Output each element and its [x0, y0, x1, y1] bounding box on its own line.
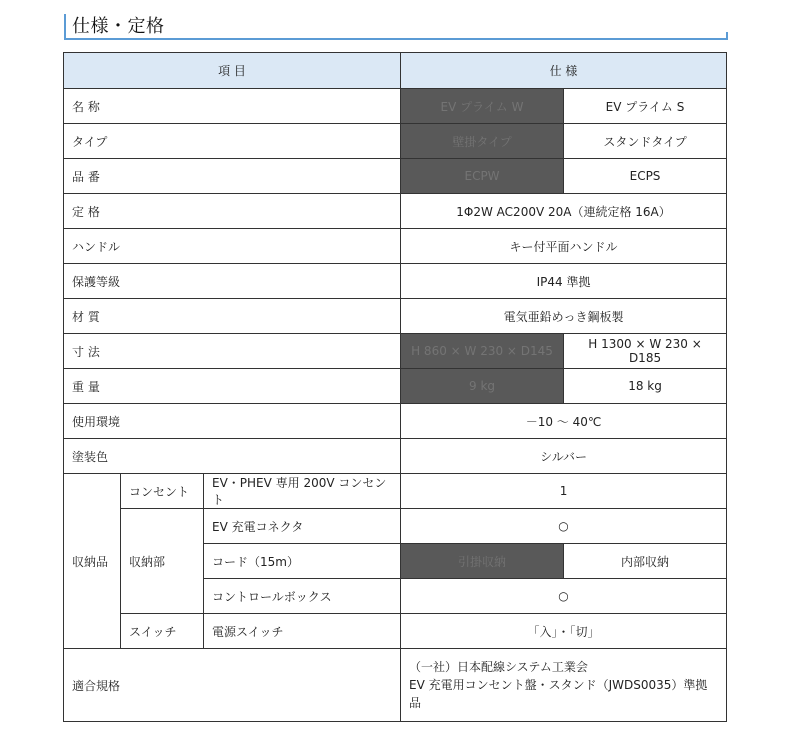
table-row [64, 649, 727, 722]
section-title [64, 14, 726, 40]
row-label-dimensions: 寸 法 [64, 334, 401, 369]
group-switch: スイッチ [121, 614, 204, 649]
name-s: EV プライム S [564, 89, 727, 124]
row-label-storage: 収納品 [64, 474, 121, 649]
title-underline-endmark [726, 32, 728, 40]
row-label-weight: 重 量 [64, 369, 401, 404]
table-row [64, 404, 727, 439]
table-row [64, 439, 727, 474]
switch-item: 電源スイッチ [204, 614, 401, 649]
name-w: EV プライム W [401, 89, 564, 124]
row-label-paint: 塗装色 [64, 439, 401, 474]
cord-w: 引掛収納 [401, 544, 564, 579]
part-s: ECPS [564, 159, 727, 194]
table-header-row [64, 53, 727, 89]
protection-value: IP44 準拠 [401, 264, 727, 299]
table-row [64, 194, 727, 229]
row-label-type: タイプ [64, 124, 401, 159]
cord-s: 内部収納 [564, 544, 727, 579]
table-row [64, 159, 727, 194]
standard-value [401, 649, 727, 722]
type-w: 壁掛タイプ [401, 124, 564, 159]
switch-value: 「入」・「切」 [401, 614, 727, 649]
material-value: 電気亜鉛めっき鋼板製 [401, 299, 727, 334]
weight-s: 18 kg [564, 369, 727, 404]
dimensions-w: H 860 × W 230 × D145 [401, 334, 564, 369]
outlet-item: EV・PHEV 専用 200V コンセント [204, 474, 401, 509]
table-row [64, 474, 727, 509]
connector-value: ○ [401, 509, 727, 544]
table-row [64, 334, 727, 369]
controlbox-value: ○ [401, 579, 727, 614]
row-label-part: 品 番 [64, 159, 401, 194]
table-row [64, 89, 727, 124]
handle-value: キー付平面ハンドル [401, 229, 727, 264]
group-outlet: コンセント [121, 474, 204, 509]
controlbox-item: コントロールボックス [204, 579, 401, 614]
connector-item: EV 充電コネクタ [204, 509, 401, 544]
row-label-handle: ハンドル [64, 229, 401, 264]
rating-value: 1Φ2W AC200V 20A（連続定格 16A） [401, 194, 727, 229]
standard-line-1: （一社）日本配線システム工業会 [409, 660, 588, 674]
row-label-name: 名 称 [64, 89, 401, 124]
section-title-text: 仕様・定格 [72, 16, 165, 37]
table-row [64, 124, 727, 159]
part-w: ECPW [401, 159, 564, 194]
cord-item: コード（15m） [204, 544, 401, 579]
table-row [64, 369, 727, 404]
row-label-rating: 定 格 [64, 194, 401, 229]
spec-table [63, 52, 727, 722]
type-s: スタンドタイプ [564, 124, 727, 159]
row-label-material: 材 質 [64, 299, 401, 334]
header-item: 項 目 [64, 53, 401, 89]
outlet-value: 1 [401, 474, 727, 509]
weight-w: 9 kg [401, 369, 564, 404]
group-storage-section: 収納部 [121, 509, 204, 614]
environment-value: －10 ～ 40℃ [401, 404, 727, 439]
row-label-standard: 適合規格 [64, 649, 401, 722]
table-row [64, 229, 727, 264]
standard-line-2: EV 充電用コンセント盤・スタンド（JWDS0035）準拠品 [409, 678, 708, 710]
row-label-environment: 使用環境 [64, 404, 401, 439]
row-label-protection: 保護等級 [64, 264, 401, 299]
paint-value: シルバー [401, 439, 727, 474]
header-spec: 仕 様 [401, 53, 727, 89]
table-row [64, 264, 727, 299]
table-row [64, 299, 727, 334]
dimensions-s: H 1300 × W 230 × D185 [564, 334, 727, 369]
table-row [64, 614, 727, 649]
table-row [64, 509, 727, 544]
